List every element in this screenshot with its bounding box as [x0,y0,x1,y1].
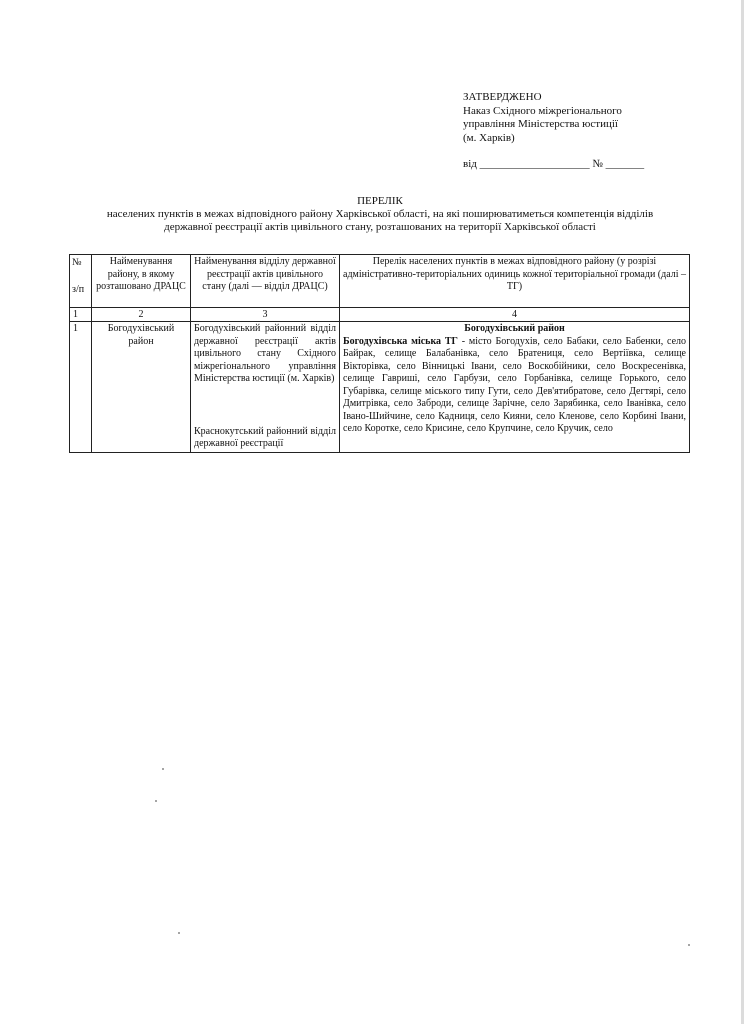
scan-speck [162,768,164,770]
number-label: № [592,158,603,170]
row-number: 1 [70,322,92,453]
header-number-top: № [72,257,82,268]
row-department-2: Краснокутський районний відділ державної реєстрації [194,425,336,449]
document-heading [80,195,680,234]
column-number-2: 2 [92,308,191,322]
column-number-row [70,308,690,322]
header-district: Найменування району, в якому розташовано ДРАЦС [92,255,191,308]
row-settlement-list: - місто Богодухів, село Бабаки, село Бабенки, село Байрак, селище Балабанівка, село Братениця, село Вертіївка, селище Вікторівка, село Вінницькі Івани, село Воскобійники, село Воскресенівка, селище Гавриші, село Гарбузи, село Горбанівка, селище Горького, село Губарівка, селище міського типу Гути, село Дев'ятибратове, село Дегтярі, село Дмитрівка, село Заброди, селище Зарічне, село Зарябинка, село Іванівка, село Івано-Шийчине, село Кадниця, село Кияни, село Кленове, село Корбині Івани, село Коротке, село Крисине, село Крупчине, село Кручик, село [343,335,687,434]
row-settlements [340,322,690,453]
approval-line-1: Наказ Східного міжрегіонального [463,104,622,117]
scan-speck [688,944,690,946]
row-community-name: Богодухівська міська ТГ [343,335,458,347]
header-department: Найменування відділу державної реєстрації актів цивільного стану (далі — відділ ДРАЦС) [191,255,340,308]
number-blank: _______ [605,158,645,170]
order-date-line [463,158,644,170]
scan-speck [155,800,157,802]
heading-subtitle-2: державної реєстрації актів цивільного стану, розташованих на території Харківської області [164,221,596,233]
row-district: Богодухівський район [92,322,191,453]
row-department-1: Богодухівський районний відділ державної реєстрації актів цивільного стану Східного міжрегіонального управління Міністерства юстиції (м. Харків) [194,323,336,384]
date-label: від [463,158,477,170]
header-settlements: Перелік населених пунктів в межах відповідного району (у розрізі адміністративно-територіальних одиниць кожної територіальної громади (далі – ТГ) [340,255,690,308]
table-header-row [70,255,690,308]
approval-line-2: управління Міністерства юстиції [463,118,618,130]
table-row [70,322,690,453]
header-number-bottom: з/п [72,283,85,295]
column-number-4: 4 [340,308,690,322]
column-number-3: 3 [191,308,340,322]
header-number [70,255,92,308]
heading-subtitle-1: населених пунктів в межах відповідного району Харківської області, на які поширюватиметься компетенція відділів [106,208,654,220]
approval-block [463,91,723,145]
scan-speck [178,932,180,934]
approval-title: ЗАТВЕРДЖЕНО [463,91,542,103]
settlements-table [69,254,690,453]
row-region-title: Богодухівський район [464,323,565,334]
approval-line-3: (м. Харків) [463,131,515,144]
date-blank: ____________________ [479,158,590,170]
column-number-1: 1 [70,308,92,322]
heading-title: ПЕРЕЛІК [357,195,403,207]
row-departments [191,322,340,453]
